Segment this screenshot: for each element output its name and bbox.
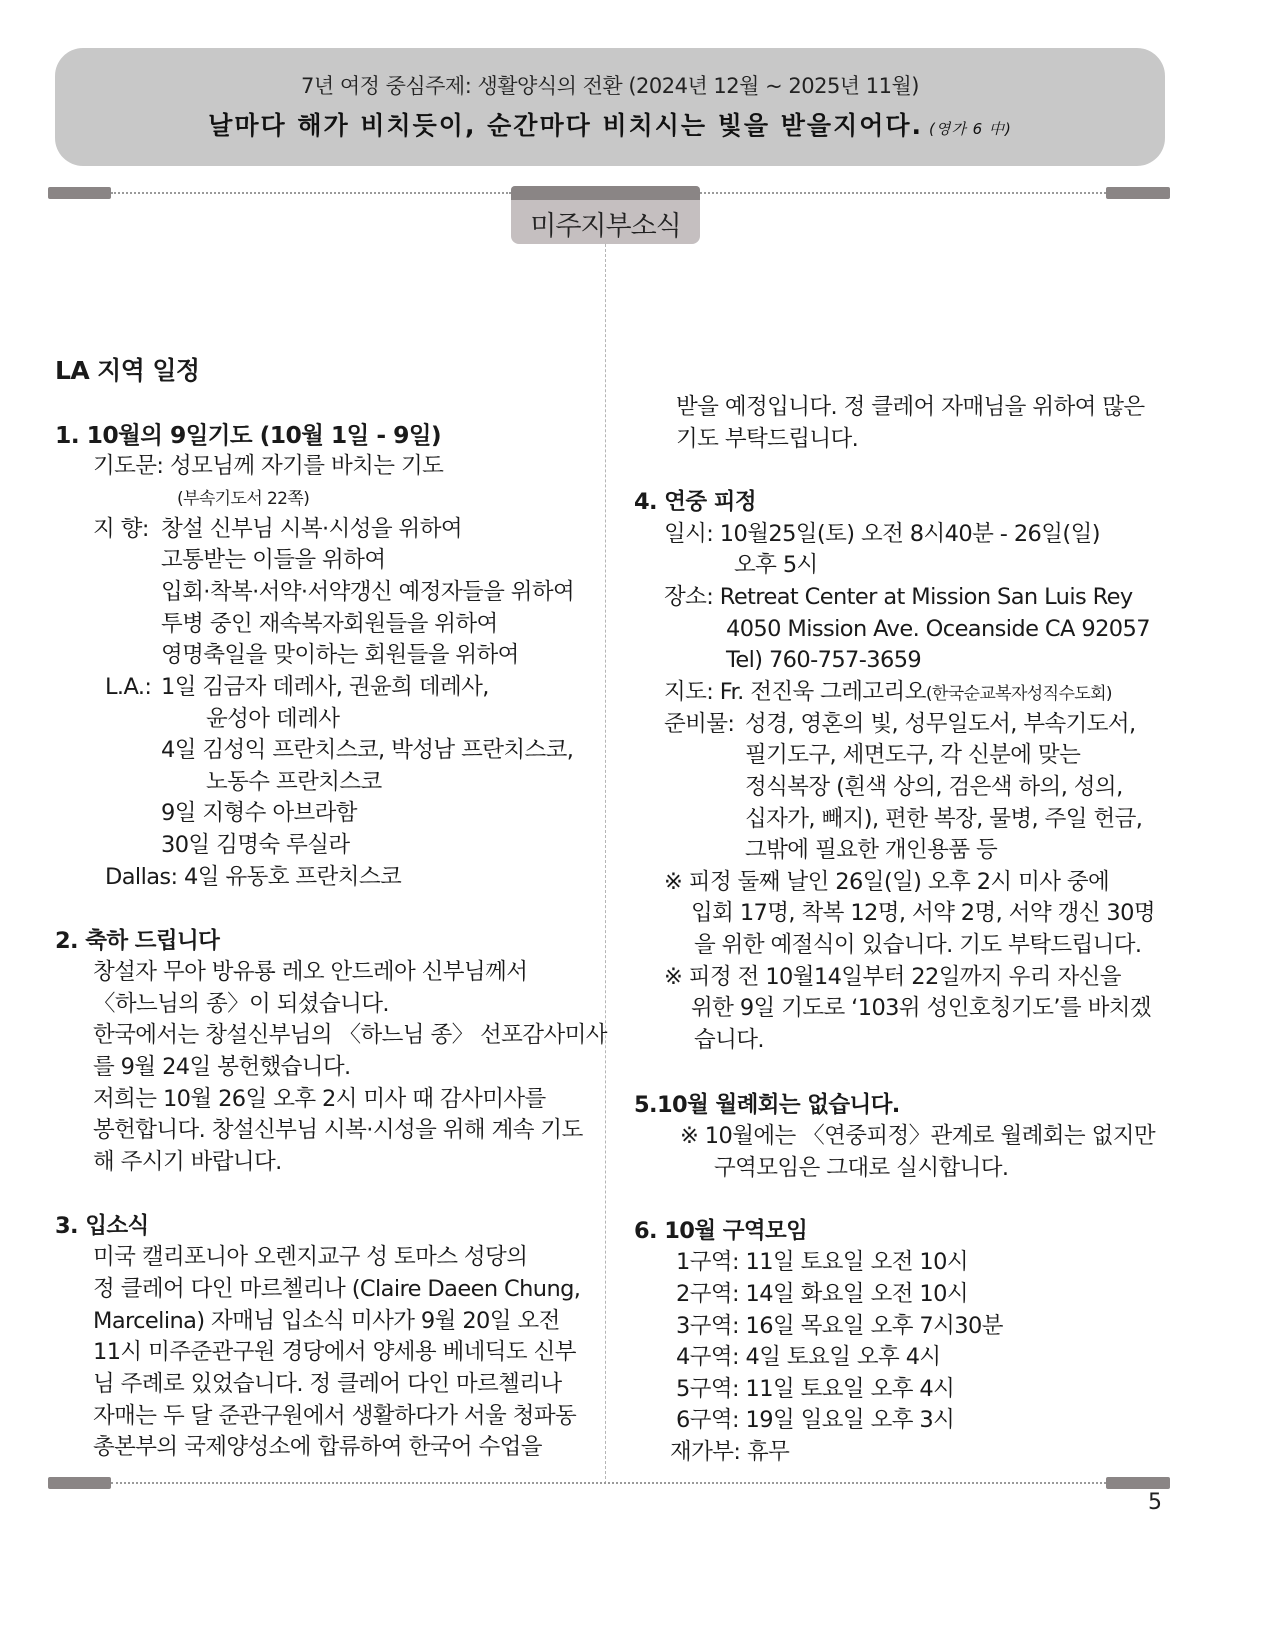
feast-line: 4일 김성익 프란치스코, 박성남 프란치스코, (161, 737, 574, 763)
feast-line: 윤성아 데레사 (206, 706, 340, 732)
retreat-place: 장소: Retreat Center at Mission San Luis Rey (664, 584, 1133, 610)
tab-cap (511, 186, 700, 200)
prayer-ref: (부속기도서 22쪽) (177, 489, 310, 509)
feast-line: 30일 김명숙 루실라 (161, 832, 350, 858)
district-line: 2구역: 14일 화요일 오전 10시 (676, 1281, 968, 1307)
jaegabu-line: 재가부: 휴무 (670, 1439, 790, 1465)
intention: 영명축일을 맞이하는 회원들을 위하여 (161, 642, 519, 668)
note-line: 위한 9일 기도로 ‘103위 성인호칭기도’를 바치겠 (691, 995, 1152, 1021)
retreat-date-cont: 오후 5시 (734, 552, 818, 578)
district-line: 1구역: 11일 토요일 오전 10시 (676, 1249, 968, 1275)
dotted-rule-right (700, 192, 1106, 194)
district-line: 3구역: 16일 목요일 오후 7시30분 (676, 1313, 1003, 1339)
supplies-label: 준비물: (664, 711, 735, 737)
supplies-line: 정식복장 (흰색 상의, 검은색 하의, 성의, (745, 774, 1123, 800)
note-line: 을 위한 예절식이 있습니다. 기도 부탁드립니다. (694, 932, 1142, 958)
section-title: 미주지부소식 (530, 211, 681, 242)
body-line: 기도 부탁드립니다. (676, 426, 859, 452)
body-line: 구역모임은 그대로 실시합니다. (714, 1155, 1009, 1181)
intention: 고통받는 이들을 위하여 (161, 547, 386, 573)
item3-title: 3. 입소식 (55, 1213, 149, 1239)
dallas-line: Dallas: 4일 유동호 프란치스코 (105, 864, 402, 890)
intention: 창설 신부님 시복·시성을 위하여 (161, 516, 462, 542)
item6-title: 6. 10월 구역모임 (634, 1218, 808, 1244)
section-title-tab (511, 186, 700, 244)
page-number: 5 (1148, 1490, 1162, 1515)
body-line: ※ 10월에는 〈연중피정〉관계로 월례회는 없지만 (680, 1123, 1155, 1149)
district-line: 4구역: 4일 토요일 오후 4시 (676, 1344, 941, 1370)
body-line: Marcelina) 자매님 입소식 미사가 9월 20일 오전 (93, 1308, 560, 1334)
region-heading: LA 지역 일정 (55, 356, 200, 385)
retreat-tel: Tel) 760-757-3659 (726, 647, 922, 673)
body-line: 정 클레어 다인 마르첼리나 (Claire Daeen Chung, (93, 1276, 581, 1302)
district-line: 6구역: 19일 일요일 오후 3시 (676, 1407, 955, 1433)
verse-text: 날마다 해가 비치듯이, 순간마다 비치시는 빛을 받을지어다. (208, 111, 924, 140)
body-line: 를 9월 24일 봉헌했습니다. (93, 1054, 351, 1080)
item5-title: 5.10월 월례회는 없습니다. (634, 1092, 900, 1118)
feast-line: 9일 지형수 아브라함 (161, 800, 357, 826)
intention: 입회·착복·서약·서약갱신 예정자들을 위하여 (161, 579, 575, 605)
feast-line: 1일 김금자 데레사, 권윤희 데레사, (161, 674, 489, 700)
la-label: L.A.: (105, 674, 152, 700)
rule-end-left (48, 187, 111, 199)
body-line: 저희는 10월 26일 오후 2시 미사 때 감사미사를 (93, 1086, 546, 1112)
rule-end-right (1106, 187, 1170, 199)
column-divider (605, 244, 606, 1484)
director-org: (한국순교복자성직수도회) (925, 684, 1112, 704)
dotted-rule-left (111, 192, 511, 194)
body-line: 자매는 두 달 준관구원에서 생활하다가 서울 청파동 (93, 1403, 577, 1429)
footer-bar-left (48, 1477, 111, 1489)
body-line: 해 주시기 바랍니다. (93, 1149, 282, 1175)
note-line: 습니다. (694, 1027, 764, 1053)
intentions-label: 지 향: (93, 516, 149, 542)
retreat-address: 4050 Mission Ave. Oceanside CA 92057 (726, 616, 1150, 642)
verse-line (55, 106, 1165, 142)
footer-bar-right (1106, 1477, 1170, 1489)
body-line: 님 주례로 있었습니다. 정 클레어 다인 마르첼리나 (93, 1371, 562, 1397)
body-line: 창설자 무아 방유룡 레오 안드레아 신부님께서 (93, 959, 528, 985)
director-name: 지도: Fr. 전진욱 그레고리오 (664, 679, 926, 705)
body-line: 봉헌합니다. 창설신부님 시복·시성을 위해 계속 기도 (93, 1117, 583, 1143)
header-banner (55, 48, 1165, 166)
supplies-line: 필기도구, 세면도구, 각 신분에 맞는 (745, 742, 1081, 768)
feast-line: 노동수 프란치스코 (206, 769, 382, 795)
item2-title: 2. 축하 드립니다 (55, 928, 220, 954)
body-line: 한국에서는 창설신부님의 〈하느님 종〉 선포감사미사 (93, 1022, 607, 1048)
body-line: 총본부의 국제양성소에 합류하여 한국어 수업을 (93, 1434, 542, 1460)
theme-line: 7년 여정 중심주제: 생활양식의 전환 (2024년 12월 ~ 2025년 11월) (301, 74, 919, 98)
intention: 투병 중인 재속복자회원들을 위하여 (161, 611, 498, 637)
body-line: 〈하느님의 종〉이 되셨습니다. (93, 991, 389, 1017)
supplies-line: 십자가, 빼지), 편한 복장, 물병, 주일 헌금, (745, 806, 1143, 832)
body-line: 11시 미주준관구원 경당에서 양세용 베네딕도 신부 (93, 1339, 576, 1365)
item4-title: 4. 연중 피정 (634, 489, 757, 515)
district-line: 5구역: 11일 토요일 오후 4시 (676, 1376, 955, 1402)
retreat-date: 일시: 10월25일(토) 오전 8시40분 - 26일(일) (664, 521, 1100, 547)
note-line: ※ 피정 전 10월14일부터 22일까지 우리 자신을 (664, 964, 1121, 990)
verse-source: (영가 6 中) (929, 120, 1012, 138)
body-line: 미국 캘리포니아 오렌지교구 성 토마스 성당의 (93, 1244, 528, 1270)
item1-title: 1. 10월의 9일기도 (10월 1일 - 9일) (55, 421, 442, 449)
note-line: 입회 17명, 착복 12명, 서약 2명, 서약 갱신 30명 (691, 900, 1155, 926)
note-line: ※ 피정 둘째 날인 26일(일) 오후 2시 미사 중에 (664, 869, 1110, 895)
retreat-director (664, 677, 1112, 710)
supplies-line: 그밖에 필요한 개인용품 등 (745, 837, 998, 863)
supplies-line: 성경, 영혼의 빛, 성무일도서, 부속기도서, (745, 711, 1136, 737)
body-line: 받을 예정입니다. 정 클레어 자매님을 위하여 많은 (676, 394, 1145, 420)
footer-dotted-rule (111, 1482, 1106, 1484)
prayer-label: 기도문: 성모님께 자기를 바치는 기도 (93, 453, 444, 479)
